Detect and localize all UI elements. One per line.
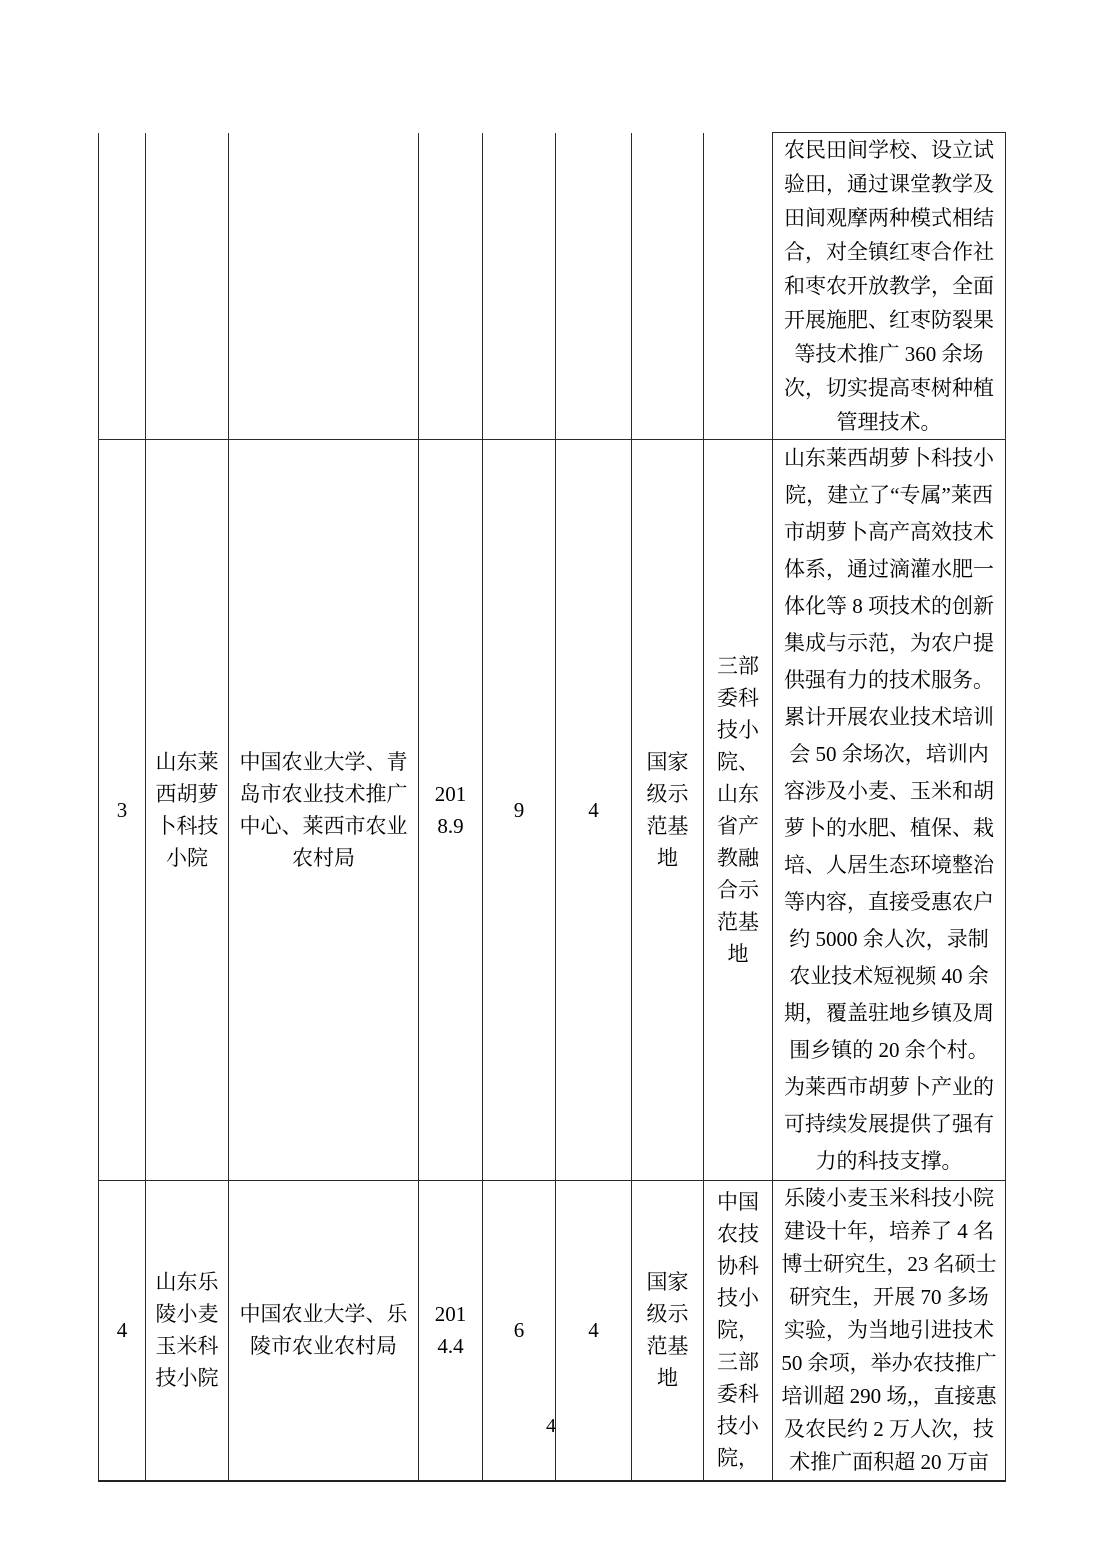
cell-partners: 中国农业大学、乐陵市农业农村局 (229, 1181, 419, 1481)
cell-partners: 中国农业大学、青岛市农业技术推广中心、莱西市农业农村局 (229, 440, 419, 1181)
cell-metric-a: 9 (483, 440, 556, 1181)
page-number: 4 (546, 1415, 556, 1437)
table-row (99, 440, 1006, 1181)
cell-metric-b-empty (556, 133, 632, 440)
cell-description: 山东莱西胡萝卜科技小院，建立了“专属”莱西市胡萝卜高产高效技术体系，通过滴灌水肥一体化等 8 项技术的创新集成与示范，为农户提供强有力的技术服务。累计开展农业技术培训会 50 余场次，培训内容涉及小麦、玉米和胡萝卜的水肥、植保、栽培、人居生态环境整治等内容，直接受惠农户约 5000 余人次，录制农业技术短视频 40 余期，覆盖驻地乡镇及周围乡镇的 20 余个村。为莱西市胡萝卜产业的可持续发展提供了强有力的科技支撑。 (773, 440, 1006, 1181)
cell-honors: 中国农技协科技小院，三部委科技小院， (704, 1181, 773, 1481)
cell-metric-b: 4 (556, 440, 632, 1181)
cell-honors: 三部委科技小院、山东省产教融合示范基地 (704, 440, 773, 1181)
cell-metric-b: 4 (556, 1181, 632, 1481)
cell-founded-date: 2018.9 (419, 440, 483, 1181)
cell-name-empty (146, 133, 229, 440)
cell-name: 山东乐陵小麦玉米科技小院 (146, 1181, 229, 1481)
cell-no: 3 (99, 440, 146, 1181)
cell-partners-empty (229, 133, 419, 440)
cell-level-empty (632, 133, 704, 440)
academies-table (98, 132, 1006, 1482)
cell-description-carryover: 农民田间学校、设立试验田，通过课堂教学及田间观摩两种模式相结合，对全镇红枣合作社和枣农开放教学，全面开展施肥、红枣防裂果等技术推广 360 余场次，切实提高枣树种植管理技术。 (773, 133, 1006, 440)
cell-founded-date: 2014.4 (419, 1181, 483, 1481)
cell-founded-empty (419, 133, 483, 440)
cell-metric-a: 6 (483, 1181, 556, 1481)
cell-honors-empty (704, 133, 773, 440)
cell-no: 4 (99, 1181, 146, 1481)
table-row-carryover (99, 133, 1006, 440)
cell-no-empty (99, 133, 146, 440)
cell-level: 国家级示范基地 (632, 1181, 704, 1481)
cell-level: 国家级示范基地 (632, 440, 704, 1181)
cell-metric-a-empty (483, 133, 556, 440)
cell-description: 乐陵小麦玉米科技小院建设十年，培养了 4 名博士研究生，23 名硕士研究生，开展 70 多场实验，为当地引进技术 50 余项，举办农技推广培训超 290 场,，直接惠及农民约 2 万人次，技术推广面积超 20 万亩 (773, 1181, 1006, 1481)
cell-name: 山东莱西胡萝卜科技小院 (146, 440, 229, 1181)
